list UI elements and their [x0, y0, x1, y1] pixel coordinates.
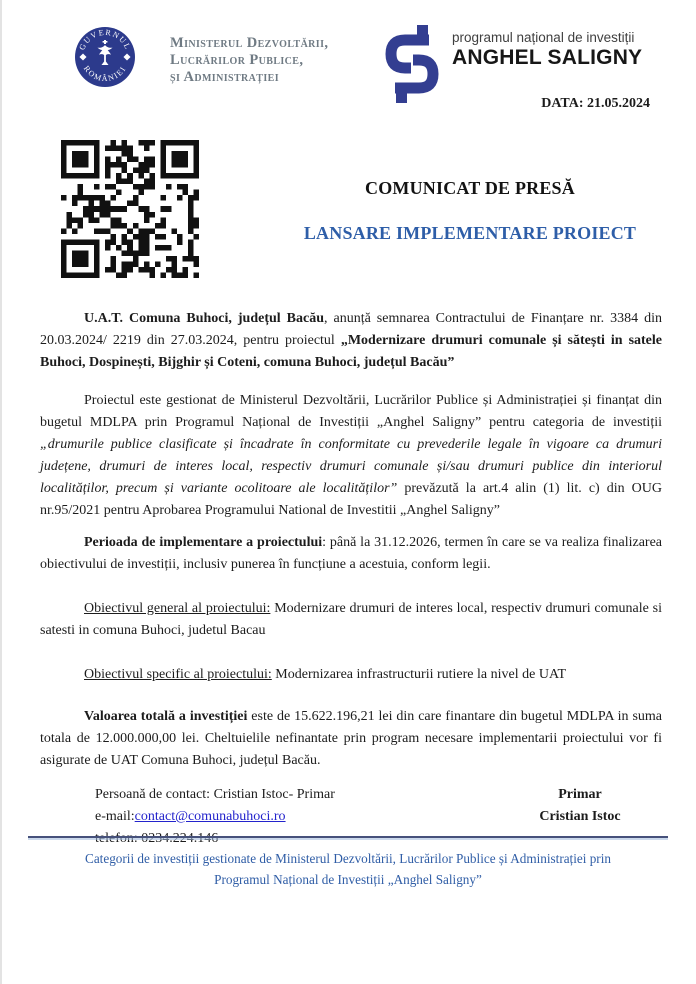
chain-s-icon — [384, 24, 440, 104]
legal-reference-text: prevăzută la art.4 alin (1) lit. c) din OUG nr.95/2021 pentru Aprobarea Programului National de Investitii „Anghel Saligny” — [40, 481, 663, 518]
press-release-title: COMUNICAT DE PRESĂ — [365, 178, 575, 198]
ministry-line-3: și Administrației — [170, 69, 280, 85]
footer-divider — [28, 836, 668, 838]
implementation-period-text: : până la 31.12.2026, termen în care se va realiza finalizarea obiectivului de investiții, inclusiv punerea în funcțiune a acestuia, conform legii. — [40, 535, 662, 572]
svg-text:ROMÂNIEI: ROMÂNIEI — [81, 64, 129, 84]
government-of-romania-seal-logo — [74, 26, 136, 88]
title-block — [272, 178, 668, 244]
project-name: „Modernizare drumuri comunale și sătești in satele Buhoci, Dospinești, Bijghir și Coteni, comuna Buhoci, județul Bacău” — [40, 333, 662, 370]
program-wordmark — [452, 30, 672, 70]
paragraph-specific-objective — [40, 664, 662, 686]
email-link[interactable]: contact@comunabuhoci.ro — [134, 809, 286, 824]
footer-note — [20, 848, 676, 890]
signature-title: Primar — [558, 787, 602, 802]
specific-objective-text: Modernizarea infrastructurii rutiere la nivel de UAT — [271, 667, 567, 682]
total-value-text: este de 15.622.196,21 lei din care finantare din bugetul MDLPA in suma totala de 12.000.000,00 lei. Cheltuielile nefinantate prin program necesare implementarii proiectului vor fi asigurate de UAT Comuna Buhoci, județul Bacău. — [40, 709, 663, 768]
paragraph-announcement — [40, 308, 662, 374]
signature-block — [520, 784, 640, 828]
contact-person: Persoană de contact: Cristian Istoc- Primar — [95, 787, 335, 802]
paragraph-general-objective — [40, 598, 662, 642]
ministry-line-1: Ministerul Dezvoltării, — [170, 35, 329, 51]
signature-name: Cristian Istoc — [539, 809, 621, 824]
anghel-saligny-logo — [384, 24, 440, 104]
project-launch-subtitle: LANSARE IMPLEMENTARE PROIECT — [303, 223, 637, 243]
investment-category-quote: „drumurile publice clasificate și încadrate în conformitate cu prevederile legale în vigoare ca drumuri județene, drumuri de interes local, respectiv drumuri comunale și/sau drumuri publice din interiorul localităților, precum și variante ocolitoare ale localităților” — [40, 437, 662, 496]
svg-text:GUVERNUL: GUVERNUL — [77, 27, 133, 52]
paragraph-implementation-period — [40, 532, 662, 576]
beneficiary-name: U.A.T. Comuna Buhoci, județul Bacău — [84, 311, 324, 326]
general-objective-label: Obiectivul general al proiectului: — [84, 601, 271, 616]
specific-objective-label: Obiectivul specific al proiectului: — [84, 667, 272, 682]
document-date: DATA: 21.05.2024 — [541, 96, 650, 111]
ministry-name — [170, 35, 328, 86]
announcement-text: , anunță semnarea Contractului de Finanțare nr. 3384 din 20.03.2024/ 2219 din 27.03.2024, pentru proiectul — [40, 311, 662, 348]
footer-line-1: Categorii de investiții gestionate de Ministerul Dezvoltării, Lucrărilor Publice și Administrației prin — [85, 851, 611, 866]
general-objective-text: Modernizare drumuri de interes local, respectiv drumuri comunale si satesti in comuna Buhoci, judetul Bacau — [40, 601, 662, 638]
footer-line-2: Programul Național de Investiții „Anghel Saligny” — [214, 872, 482, 887]
qr-code — [61, 140, 199, 278]
paragraph-program-description — [40, 390, 662, 522]
program-description-text: Proiectul este gestionat de Ministerul Dezvoltării, Lucrărilor Publice și Administrației și finanțat din bugetul MDLPA prin Programul Național de Investiții „Anghel Saligny” pentru categoria de investiții — [40, 393, 662, 430]
program-title: ANGHEL SALIGNY — [452, 46, 643, 69]
scan-edge-artifact — [0, 0, 2, 984]
email-label: e-mail: — [95, 809, 135, 824]
implementation-period-label: Perioada de implementare a proiectului — [84, 535, 323, 550]
contact-phone: telefon: 0234.224.146 — [95, 831, 219, 846]
total-value-label: Valoarea totală a investiției — [84, 709, 248, 724]
ministry-line-2: Lucrărilor Publice, — [170, 52, 304, 68]
paragraph-total-value — [40, 706, 662, 772]
seal-icon — [74, 26, 136, 88]
program-subtitle: programul național de investiții — [452, 30, 635, 45]
contact-block — [40, 784, 662, 854]
document-body — [40, 308, 662, 854]
